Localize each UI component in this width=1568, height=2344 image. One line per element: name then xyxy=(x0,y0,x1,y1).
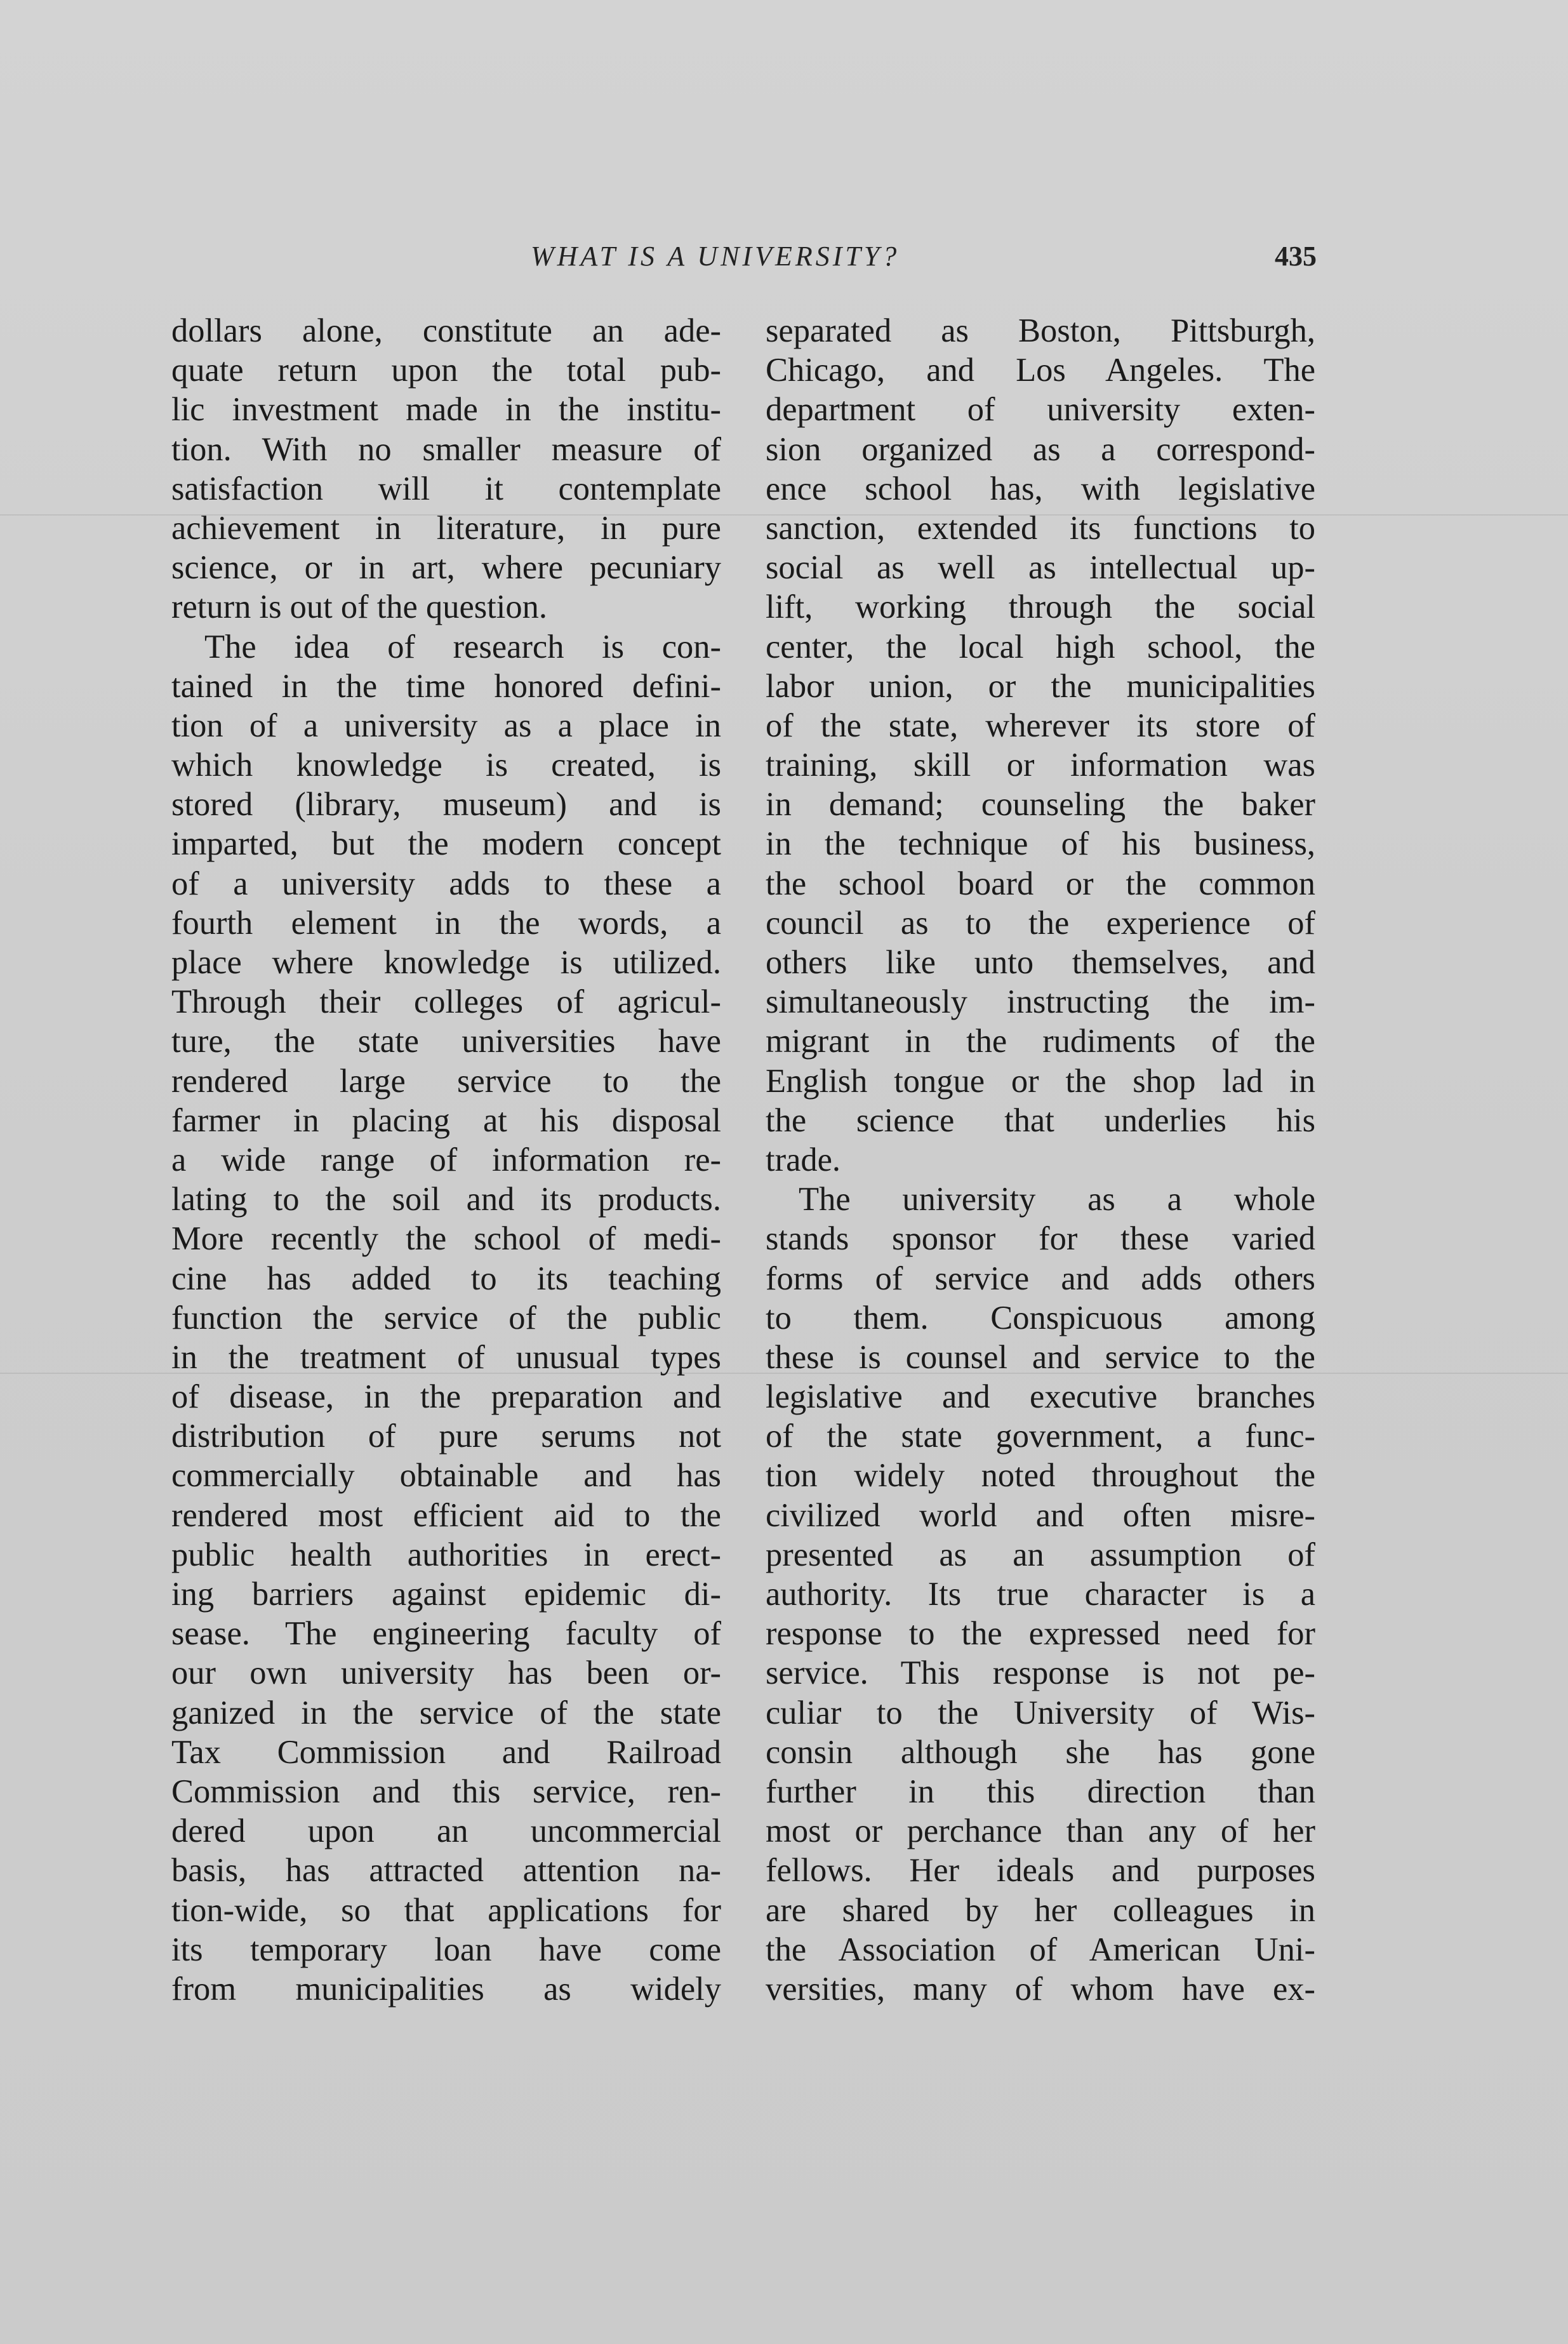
text-line: ture, the state universities have xyxy=(171,1023,721,1060)
text-line: in the technique of his business, xyxy=(766,825,1315,863)
text-line: More recently the school of medi- xyxy=(171,1220,721,1258)
text-line: dered upon an uncommercial xyxy=(171,1813,721,1850)
text-line: a wide range of information re- xyxy=(171,1141,721,1178)
text-line: versities, many of whom have ex- xyxy=(766,1970,1315,2008)
text-line: rendered large service to the xyxy=(171,1062,721,1100)
left-text-column xyxy=(171,311,721,2009)
text-line: sanction, extended its functions to xyxy=(766,509,1315,547)
text-line: simultaneously instructing the im- xyxy=(766,983,1315,1021)
text-line: council as to the experience of xyxy=(766,904,1315,942)
text-line: our own university has been or- xyxy=(171,1655,721,1692)
text-line: tion widely noted throughout the xyxy=(766,1457,1315,1495)
text-line: the Association of American Uni- xyxy=(766,1931,1315,1968)
text-line: ence school has, with legislative xyxy=(766,470,1315,507)
text-line: imparted, but the modern concept xyxy=(171,825,721,863)
text-line: of the state government, a func- xyxy=(766,1418,1315,1455)
text-line: tion-wide, so that applications for xyxy=(171,1891,721,1929)
text-line: authority. Its true character is a xyxy=(766,1576,1315,1613)
page-number: 435 xyxy=(1275,241,1317,272)
text-line: Commission and this service, ren- xyxy=(171,1773,721,1810)
text-line: from municipalities as widely xyxy=(171,1970,721,2008)
text-line: training, skill or information was xyxy=(766,747,1315,784)
text-line: labor union, or the municipalities xyxy=(766,667,1315,705)
text-line: separated as Boston, Pittsburgh, xyxy=(766,312,1315,349)
text-line: of the state, wherever its store of xyxy=(766,707,1315,744)
text-line: sion organized as a correspond- xyxy=(766,430,1315,468)
text-line: fellows. Her ideals and purposes xyxy=(766,1852,1315,1889)
text-line: are shared by her colleagues in xyxy=(766,1891,1315,1929)
text-line: of a university adds to these a xyxy=(171,865,721,902)
text-line: the school board or the common xyxy=(766,865,1315,902)
text-line: to them. Conspicuous among xyxy=(766,1299,1315,1336)
text-line: fourth element in the words, a xyxy=(171,904,721,942)
text-line: basis, has attracted attention na- xyxy=(171,1852,721,1889)
text-line: rendered most efficient aid to the xyxy=(171,1496,721,1534)
text-line: presented as an assumption of xyxy=(766,1536,1315,1573)
text-line: quate return upon the total pub- xyxy=(171,352,721,389)
text-line: social as well as intellectual up- xyxy=(766,549,1315,587)
text-line: culiar to the University of Wis- xyxy=(766,1694,1315,1731)
text-line: its temporary loan have come xyxy=(171,1931,721,1968)
text-line: forms of service and adds others xyxy=(766,1260,1315,1297)
text-line: trade. xyxy=(766,1141,841,1178)
text-line: stands sponsor for these varied xyxy=(766,1220,1315,1258)
text-line: The university as a whole xyxy=(799,1181,1315,1218)
text-line: function the service of the public xyxy=(171,1299,721,1336)
text-line: response to the expressed need for xyxy=(766,1615,1315,1653)
text-line: satisfaction will it contemplate xyxy=(171,470,721,507)
running-title: WHAT IS A UNIVERSITY? xyxy=(531,241,900,272)
text-line: civilized world and often misre- xyxy=(766,1496,1315,1534)
text-line: return is out of the question. xyxy=(171,589,547,626)
text-line: ing barriers against epidemic di- xyxy=(171,1576,721,1613)
text-line: of disease, in the preparation and xyxy=(171,1378,721,1416)
text-line: tion of a university as a place in xyxy=(171,707,721,744)
text-line: place where knowledge is utilized. xyxy=(171,944,721,981)
text-line: commercially obtainable and has xyxy=(171,1457,721,1495)
text-line: Through their colleges of agricul- xyxy=(171,983,721,1021)
text-line: stored (library, museum) and is xyxy=(171,786,721,823)
text-line: farmer in placing at his disposal xyxy=(171,1102,721,1139)
right-text-column xyxy=(766,311,1315,2009)
text-line: these is counsel and service to the xyxy=(766,1338,1315,1376)
text-line: further in this direction than xyxy=(766,1773,1315,1810)
text-line: lift, working through the social xyxy=(766,589,1315,626)
text-line: service. This response is not pe- xyxy=(766,1655,1315,1692)
text-line: consin although she has gone xyxy=(766,1733,1315,1771)
text-line: The idea of research is con- xyxy=(204,628,721,665)
text-line: in the treatment of unusual types xyxy=(171,1338,721,1376)
text-line: lating to the soil and its products. xyxy=(171,1181,721,1218)
text-line: which knowledge is created, is xyxy=(171,747,721,784)
text-line: lic investment made in the institu- xyxy=(171,391,721,429)
text-line: dollars alone, constitute an ade- xyxy=(171,312,721,349)
text-line: public health authorities in erect- xyxy=(171,1536,721,1573)
text-line: department of university exten- xyxy=(766,391,1315,429)
text-line: in demand; counseling the baker xyxy=(766,786,1315,823)
text-line: distribution of pure serums not xyxy=(171,1418,721,1455)
text-line: ganized in the service of the state xyxy=(171,1694,721,1731)
text-line: Chicago, and Los Angeles. The xyxy=(766,352,1315,389)
text-line: achievement in literature, in pure xyxy=(171,509,721,547)
text-line: center, the local high school, the xyxy=(766,628,1315,665)
text-line: tion. With no smaller measure of xyxy=(171,430,721,468)
text-line: others like unto themselves, and xyxy=(766,944,1315,981)
text-line: most or perchance than any of her xyxy=(766,1813,1315,1850)
text-line: tained in the time honored defini- xyxy=(171,667,721,705)
text-line: migrant in the rudiments of the xyxy=(766,1023,1315,1060)
text-line: Tax Commission and Railroad xyxy=(171,1733,721,1771)
text-line: the science that underlies his xyxy=(766,1102,1315,1139)
text-line: cine has added to its teaching xyxy=(171,1260,721,1297)
text-line: sease. The engineering faculty of xyxy=(171,1615,721,1653)
text-line: English tongue or the shop lad in xyxy=(766,1062,1315,1100)
text-line: legislative and executive branches xyxy=(766,1378,1315,1416)
text-line: science, or in art, where pecuniary xyxy=(171,549,721,587)
